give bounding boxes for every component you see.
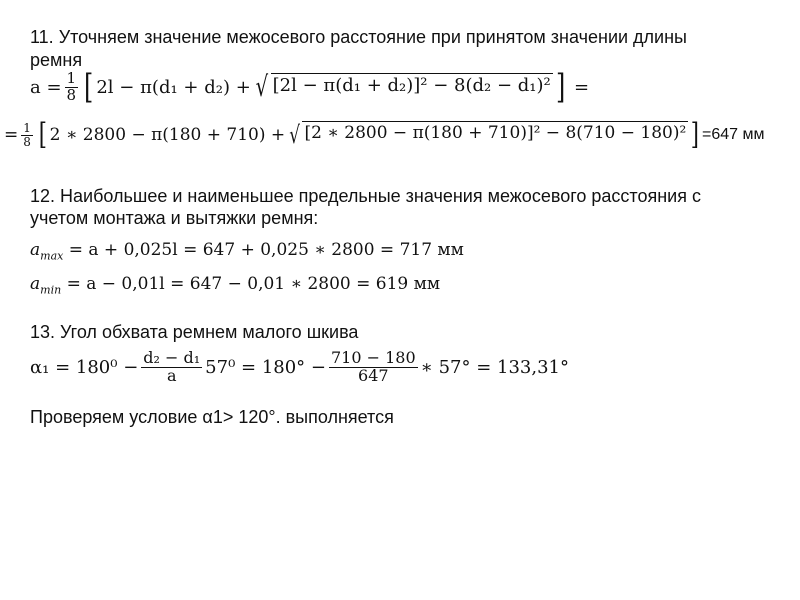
section11-heading-line2: ремня (30, 50, 83, 70)
amax-symbol: a (30, 240, 41, 260)
fraction-numerator: 1 (66, 68, 77, 87)
close-bracket: ] (555, 67, 566, 107)
amin-subscript: min (40, 283, 62, 297)
end-expression: ∗ 57° = 133,31° (420, 356, 570, 378)
formula-prefix: a = (30, 76, 62, 98)
section12-heading-line1: 12. Наибольшее и наименьшее предельные значения межосевого расстояния с (30, 186, 701, 206)
alpha-expression: α₁ = 180⁰ − (30, 356, 139, 378)
formula-amax (30, 240, 464, 262)
calc-fraction-numerator: 1 (23, 120, 31, 135)
fraction-numeric (329, 350, 418, 385)
section12-heading-line2: учетом монтажа и вытяжки ремня: (30, 208, 319, 228)
sqrt-expression (253, 70, 553, 103)
formula-center-distance-general (30, 67, 590, 107)
formula-end: = (574, 76, 590, 98)
section11-heading-line1: 11. Уточняем значение межосевого расстояние при принятом значении длины (30, 27, 687, 47)
calc-prefix: = (4, 125, 19, 145)
calc-fraction-denominator: 8 (23, 134, 31, 149)
fraction-denominator: 8 (66, 85, 77, 104)
mid-expression: 57⁰ = 180° − (205, 356, 326, 378)
calc-result: =647 мм (702, 126, 765, 143)
amax-rest: = a + 0,025l = 647 + 0,025 ∗ 2800 = 717 мм (63, 240, 464, 260)
sqrt-body: [2l − π(d₁ + d₂)]² − 8(d₂ − d₁)² (271, 73, 553, 101)
amin-symbol: a (30, 274, 41, 294)
fraction-d-over-a (141, 350, 202, 385)
open-bracket: [ (84, 67, 94, 107)
fraction-numeric-numerator: 710 − 180 (330, 348, 416, 367)
formula-amin (30, 274, 440, 296)
formula-center-distance-calc (4, 118, 765, 152)
amin-rest: = a − 0,01l = 647 − 0,01 ∗ 2800 = 619 мм (61, 274, 441, 294)
fraction-one-eighth (65, 68, 79, 104)
section13-heading: 13. Угол обхвата ремнем малого шкива (30, 322, 359, 342)
amax-subscript: max (40, 249, 64, 263)
fraction-d-numerator: d₂ − d₁ (143, 348, 201, 367)
sqrt-icon: √ (255, 70, 268, 103)
calc-fraction-one-eighth (21, 122, 33, 148)
check-condition-text: Проверяем условие α1> 120°. выполняется (30, 407, 394, 427)
fraction-numeric-denominator: 647 (358, 365, 389, 385)
calc-close-bracket: ] (691, 117, 700, 152)
calc-sqrt-expression (287, 121, 688, 149)
calc-open-bracket: [ (38, 117, 47, 152)
calc-sqrt-body: [2 ∗ 2800 − π(180 + 710)]² − 8(710 − 180)² (302, 121, 688, 149)
formula-wrap-angle (30, 350, 569, 385)
calc-body-left: 2 ∗ 2800 − π(180 + 710) + (49, 125, 286, 145)
fraction-a-denominator: a (166, 365, 177, 385)
sqrt-icon: √ (289, 121, 301, 149)
formula-body-left: 2l − π(d₁ + d₂) + (96, 76, 251, 98)
